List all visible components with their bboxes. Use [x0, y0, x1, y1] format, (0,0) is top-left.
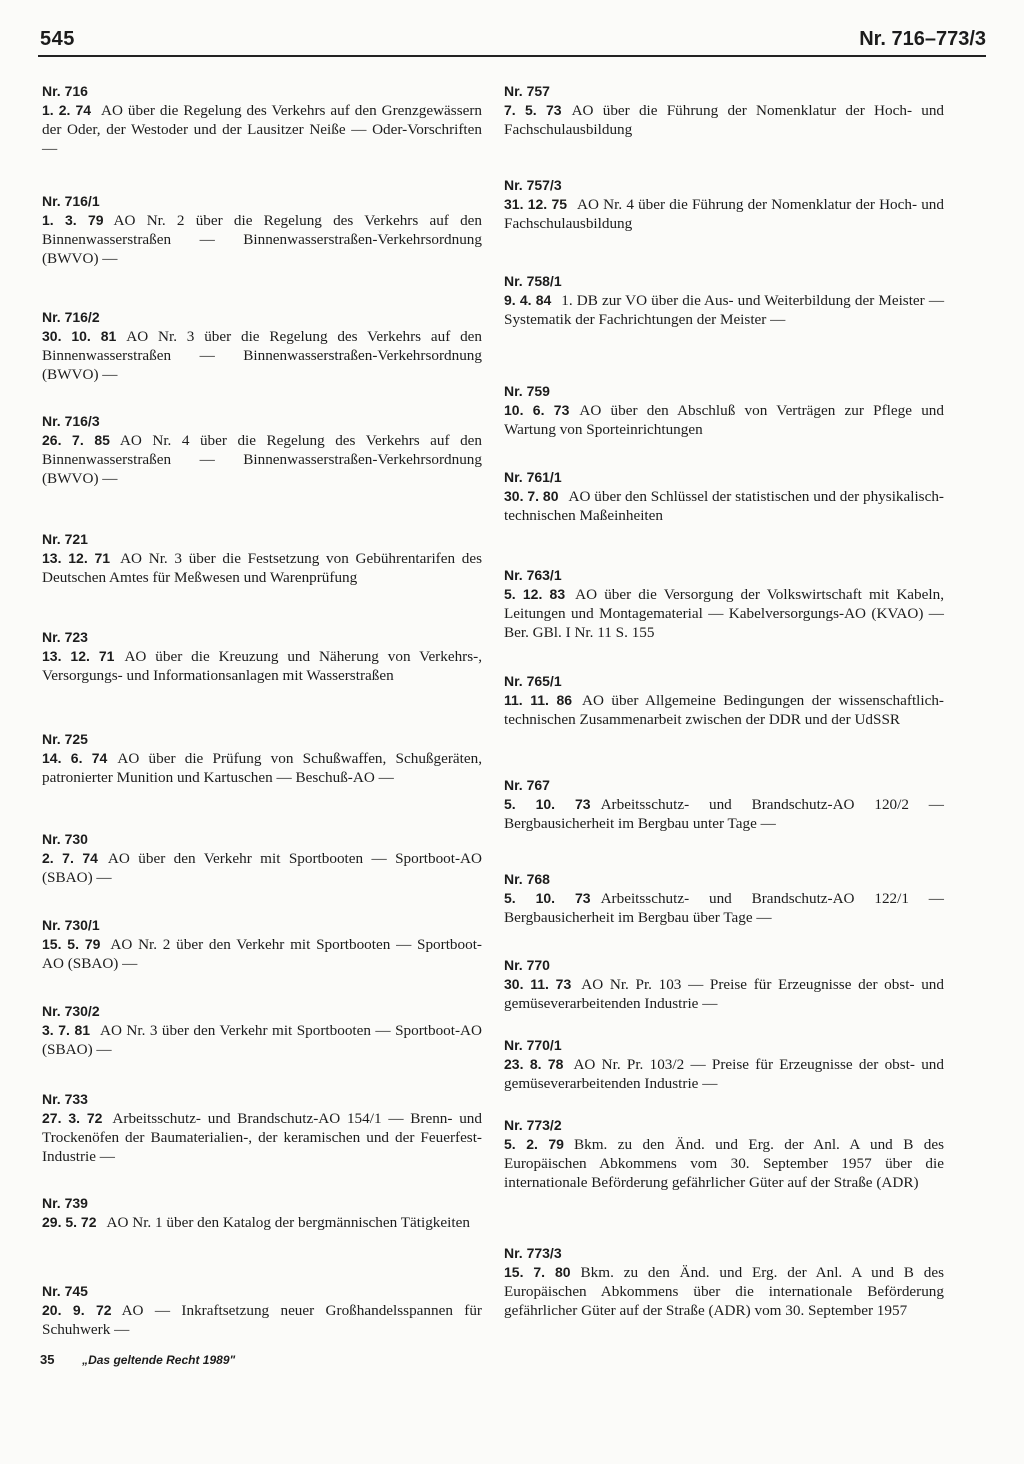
entry	[504, 776, 944, 833]
entry-text: Bkm. zu den Änd. und Erg. der Anl. A und B des Europäischen Abkommens vom 30. September 1957 über die internationale Beförderung gefährlicher Güter auf der Straße (ADR)	[504, 1136, 944, 1191]
entry-date: 3. 7. 81	[42, 1022, 91, 1038]
entry-text: AO Nr. 2 über die Regelung des Verkehrs auf den Binnenwasserstraßen — Binnenwasserstraßen-Verkehrsordnung (BWVO) —	[42, 212, 483, 267]
entry-body	[504, 585, 944, 642]
entry-number: Nr. 733	[42, 1091, 88, 1107]
entry-text: AO Nr. Pr. 103/2 — Preise für Erzeugnisse der obst- und gemüseverarbeitenden Industrie —	[504, 1056, 944, 1092]
entry	[504, 566, 944, 642]
footer-signature: 35	[40, 1352, 55, 1367]
entry-number: Nr. 723	[42, 629, 88, 645]
entry-body	[42, 1109, 482, 1166]
entry	[504, 1116, 944, 1192]
entry-text: AO Nr. 2 über den Verkehr mit Sportbooten — Sportboot-AO (SBAO) —	[42, 936, 482, 972]
entry	[42, 830, 482, 887]
entry-number: Nr. 763/1	[504, 567, 562, 583]
entry-number: Nr. 761/1	[504, 469, 562, 485]
entry-number: Nr. 730/1	[42, 917, 100, 933]
entry-text: Arbeitsschutz- und Brandschutz-AO 120/2 — Bergbausicherheit im Bergbau unter Tage —	[504, 796, 944, 832]
entry	[42, 82, 482, 158]
entry-body	[42, 1301, 482, 1339]
entry-date: 23. 8. 78	[504, 1056, 564, 1072]
entry-text: AO über die Kreuzung und Näherung von Verkehrs-, Versorgungs- und Informationsanlagen mit Wasserstraßen	[42, 648, 482, 684]
entry-number: Nr. 725	[42, 731, 88, 747]
entry-body	[504, 401, 944, 439]
entry-text: AO über die Regelung des Verkehrs auf den Grenzgewässern der Oder, der Westoder und der Lausitzer Neiße — Oder-Vorschriften —	[42, 102, 483, 157]
entry-number: Nr. 757/3	[504, 177, 562, 193]
entry-text: AO Nr. 4 über die Regelung des Verkehrs auf den Binnenwasserstraßen — Binnenwasserstraßen-Verkehrsordnung (BWVO) —	[42, 432, 483, 487]
entry-body	[42, 101, 482, 158]
page-number: 545	[40, 28, 75, 50]
entry-number: Nr. 716/2	[42, 309, 100, 325]
entry-number: Nr. 721	[42, 531, 88, 547]
entry-body	[42, 1213, 482, 1232]
entry-number: Nr. 773/3	[504, 1245, 562, 1261]
entry-date: 5. 10. 73	[504, 890, 591, 906]
entry-number: Nr. 770/1	[504, 1037, 562, 1053]
entry-number: Nr. 758/1	[504, 273, 562, 289]
entry-body	[42, 431, 482, 488]
entry-body	[504, 975, 944, 1013]
entry-body	[42, 1021, 482, 1059]
entry	[504, 382, 944, 439]
entry	[42, 1282, 482, 1339]
entry-text: AO Nr. 4 über die Führung der Nomenklatur der Hoch- und Fachschulausbildung	[504, 196, 944, 232]
entry-date: 30. 11. 73	[504, 976, 572, 992]
entry-date: 31. 12. 75	[504, 196, 568, 212]
entry	[504, 176, 944, 233]
entry-number: Nr. 757	[504, 83, 550, 99]
entry-number: Nr. 716	[42, 83, 88, 99]
entry-date: 30. 10. 81	[42, 328, 117, 344]
entry-date: 15. 5. 79	[42, 936, 101, 952]
entry-body	[504, 101, 944, 139]
entry	[42, 412, 482, 488]
entry-date: 14. 6. 74	[42, 750, 108, 766]
entry	[42, 530, 482, 587]
entry	[504, 1244, 944, 1320]
entry	[504, 956, 944, 1013]
entry	[42, 1194, 482, 1232]
entry-body	[504, 795, 944, 833]
entry-body	[504, 1135, 944, 1192]
entry-text: AO über die Versorgung der Volkswirtschaft mit Kabeln, Leitungen und Montagematerial — Kabelversorgungs-AO (KVAO) — Ber. GBl. I Nr. 11 S. 155	[504, 586, 944, 641]
entry-date: 29. 5. 72	[42, 1214, 97, 1230]
entry-date: 27. 3. 72	[42, 1110, 103, 1126]
entry-text: AO — Inkraftsetzung neuer Großhandelsspannen für Schuhwerk —	[42, 1302, 482, 1338]
entry-date: 2. 7. 74	[42, 850, 98, 866]
entry-date: 5. 12. 83	[504, 586, 566, 602]
entry	[42, 308, 482, 384]
entry-text: AO Nr. 3 über die Festsetzung von Gebührentarifen des Deutschen Amtes für Meßwesen und Warenprüfung	[42, 550, 482, 586]
entry-date: 26. 7. 85	[42, 432, 110, 448]
footer	[40, 1352, 235, 1367]
entry	[504, 82, 944, 139]
entry-date: 13. 12. 71	[42, 648, 115, 664]
entry-date: 13. 12. 71	[42, 550, 111, 566]
entry-date: 30. 7. 80	[504, 488, 559, 504]
entry-number: Nr. 759	[504, 383, 550, 399]
entry-date: 15. 7. 80	[504, 1264, 571, 1280]
entry-body	[42, 849, 482, 887]
entry-number: Nr. 730	[42, 831, 88, 847]
entry-text: 1. DB zur VO über die Aus- und Weiterbildung der Meister — Systematik der Fachrichtungen der Meister —	[504, 292, 945, 328]
entry-number: Nr. 770	[504, 957, 550, 973]
entry	[504, 468, 944, 525]
entry-number: Nr. 716/3	[42, 413, 100, 429]
entry-body	[42, 749, 482, 787]
entry-body	[504, 1263, 944, 1320]
entry	[42, 916, 482, 973]
entry-number: Nr. 745	[42, 1283, 88, 1299]
running-head: Nr. 716–773/3	[859, 28, 986, 50]
entry	[504, 272, 944, 329]
entry	[504, 1036, 944, 1093]
entry-text: AO Nr. 3 über die Regelung des Verkehrs auf den Binnenwasserstraßen — Binnenwasserstraßen-Verkehrsordnung (BWVO) —	[42, 328, 482, 383]
entry-date: 10. 6. 73	[504, 402, 570, 418]
entry-body	[504, 1055, 944, 1093]
entry-body	[504, 889, 944, 927]
entry-body	[504, 291, 944, 329]
entry-text: AO über Allgemeine Bedingungen der wissenschaftlich-technischen Zusammenarbeit zwischen der DDR und der UdSSR	[504, 692, 944, 728]
entry-text: Bkm. zu den Änd. und Erg. der Anl. A und B des Europäischen Abkommens über die internationale Beförderung gefährlicher Güter auf der Straße (ADR) vom 30. September 1957	[504, 1264, 944, 1319]
entry-number: Nr. 730/2	[42, 1003, 100, 1019]
entry-number: Nr. 773/2	[504, 1117, 562, 1133]
entry-number: Nr. 739	[42, 1195, 88, 1211]
entry-body	[42, 211, 482, 268]
entry-date: 1. 2. 74	[42, 102, 92, 118]
entry-body	[42, 549, 482, 587]
entry	[42, 628, 482, 685]
entry-text: Arbeitsschutz- und Brandschutz-AO 154/1 — Brenn- und Trockenöfen der Baumaterialien-, der keramischen und der Feuerfest-Industrie —	[42, 1110, 482, 1165]
entry-body	[504, 195, 944, 233]
entry-date: 20. 9. 72	[42, 1302, 112, 1318]
entry-body	[504, 691, 944, 729]
entry-body	[42, 935, 482, 973]
entry-date: 9. 4. 84	[504, 292, 552, 308]
entry	[504, 672, 944, 729]
entry-text: AO Nr. 1 über den Katalog der bergmännischen Tätigkeiten	[106, 1214, 470, 1231]
header-rule	[38, 55, 986, 57]
entry-date: 5. 2. 79	[504, 1136, 564, 1152]
entry-date: 1. 3. 79	[42, 212, 104, 228]
entry-number: Nr. 716/1	[42, 193, 100, 209]
entry	[504, 870, 944, 927]
entry-date: 11. 11. 86	[504, 692, 573, 708]
entry-date: 7. 5. 73	[504, 102, 562, 118]
entry-number: Nr. 767	[504, 777, 550, 793]
entry-body	[504, 487, 944, 525]
entry-text: AO Nr. Pr. 103 — Preise für Erzeugnisse der obst- und gemüseverarbeitenden Industrie —	[504, 976, 944, 1012]
entry-body	[42, 647, 482, 685]
footer-title: „Das geltende Recht 1989"	[82, 1353, 236, 1367]
entry-date: 5. 10. 73	[504, 796, 591, 812]
entry-text: AO Nr. 3 über den Verkehr mit Sportbooten — Sportboot-AO (SBAO) —	[42, 1022, 482, 1058]
entry-text: AO über die Prüfung von Schußwaffen, Schußgeräten, patronierter Munition und Kartuschen — Beschuß-AO —	[42, 750, 483, 786]
entry-number: Nr. 768	[504, 871, 550, 887]
entry	[42, 730, 482, 787]
entry-text: AO über den Abschluß von Verträgen zur Pflege und Wartung von Sporteinrichtungen	[504, 402, 944, 438]
entry-text: Arbeitsschutz- und Brandschutz-AO 122/1 — Bergbausicherheit im Bergbau über Tage —	[504, 890, 944, 926]
entry	[42, 1090, 482, 1166]
entry-text: AO über den Schlüssel der statistischen und der physikalisch-technischen Maßeinheiten	[504, 488, 944, 524]
entry-number: Nr. 765/1	[504, 673, 562, 689]
entry-text: AO über den Verkehr mit Sportbooten — Sportboot-AO (SBAO) —	[42, 850, 482, 886]
entry-body	[42, 327, 482, 384]
entry-text: AO über die Führung der Nomenklatur der Hoch- und Fachschulausbildung	[504, 102, 945, 138]
entry	[42, 192, 482, 268]
entry	[42, 1002, 482, 1059]
